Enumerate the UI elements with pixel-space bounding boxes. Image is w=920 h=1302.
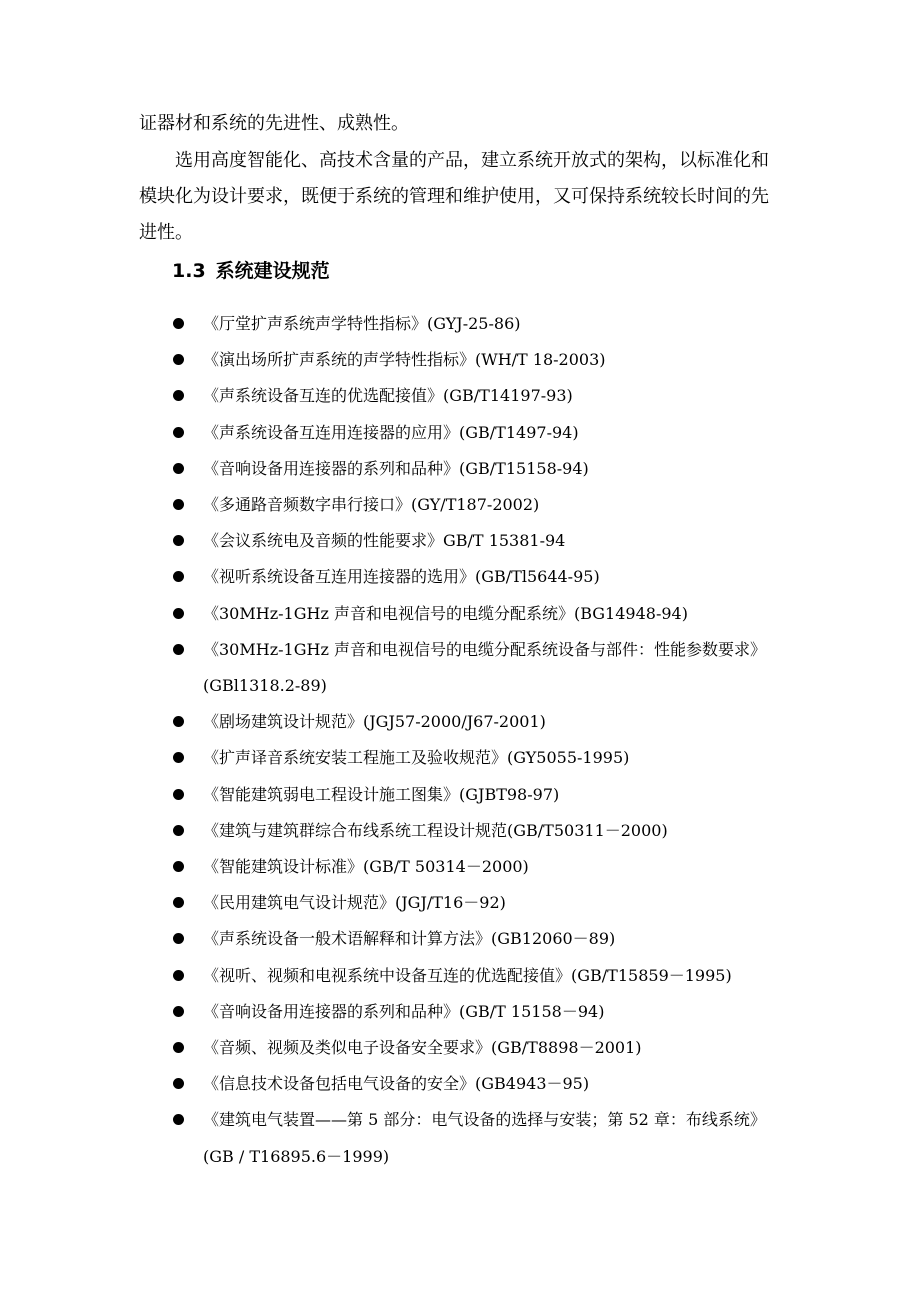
list-item — [0, 921, 783, 957]
list-item — [0, 487, 783, 523]
reference-text: 《演出场所扩声系统的声学特性指标》(WH/T 18-2003) — [203, 350, 606, 370]
bullet-icon — [173, 571, 184, 582]
list-item — [0, 1030, 783, 1066]
bullet-icon — [173, 354, 184, 365]
reference-text: 《音频、视频及类似电子设备安全要求》(GB/T8898－2001) — [203, 1038, 642, 1058]
reference-text: 《建筑电气装置——第 5 部分：电气设备的选择与安装；第 52 章：布线系统》(GB / T16895.6－1999) — [203, 1110, 766, 1166]
reference-text: 《音响设备用连接器的系列和品种》(GB/T15158-94) — [203, 458, 589, 478]
list-item — [0, 378, 783, 414]
list-item — [0, 849, 783, 885]
reference-text: 《视听、视频和电视系统中设备互连的优选配接值》(GB/T15859－1995) — [203, 965, 732, 985]
reference-text: 《视听系统设备互连用连接器的选用》(GB/Tl5644-95) — [203, 567, 600, 587]
paragraph-design-principle: 选用高度智能化、高技术含量的产品，建立系统开放式的架构，以标准化和模块化为设计要求，既便于系统的管理和维护使用，又可保持系统较长时间的先进性。 — [139, 150, 769, 243]
list-item — [0, 596, 783, 632]
bullet-icon — [173, 716, 184, 727]
bullet-icon — [173, 463, 184, 474]
reference-text: 《30MHz-1GHz 声音和电视信号的电缆分配系统》(BG14948-94) — [203, 603, 688, 623]
bullet-icon — [173, 1114, 184, 1125]
list-item — [0, 1066, 783, 1102]
reference-text: 《信息技术设备包括电气设备的安全》(GB4943－95) — [203, 1074, 590, 1094]
list-item — [0, 632, 783, 704]
bullet-icon — [173, 897, 184, 908]
list-item — [0, 415, 783, 451]
bullet-icon — [173, 789, 184, 800]
list-item — [0, 813, 783, 849]
list-item — [0, 1102, 783, 1174]
reference-text: 《声系统设备互连的优选配接值》(GB/T14197-93) — [203, 386, 573, 406]
bullet-icon — [173, 861, 184, 872]
reference-text: 《扩声译音系统安装工程施工及验收规范》(GY5055-1995) — [203, 748, 630, 768]
reference-text: 《智能建筑弱电工程设计施工图集》(GJBT98-97) — [203, 784, 560, 804]
list-item — [0, 958, 783, 994]
reference-list — [0, 306, 920, 1175]
list-item — [0, 740, 783, 776]
reference-text: 《民用建筑电气设计规范》(JGJ/T16－92) — [203, 893, 506, 913]
reference-text: 《厅堂扩声系统声学特性指标》(GYJ-25-86) — [203, 314, 521, 333]
list-item — [0, 704, 783, 740]
reference-text: 《声系统设备一般术语解释和计算方法》(GB12060－89) — [203, 929, 616, 949]
reference-text: 《声系统设备互连用连接器的应用》(GB/T1497-94) — [203, 422, 579, 442]
reference-text: 《智能建筑设计标准》(GB/T 50314－2000) — [203, 857, 529, 877]
bullet-icon — [173, 608, 184, 619]
list-item — [0, 777, 783, 813]
reference-text: 《30MHz-1GHz 声音和电视信号的电缆分配系统设备与部件：性能参数要求》(GBl1318.2-89) — [203, 639, 766, 696]
bullet-icon — [173, 644, 184, 655]
reference-text: 《多通路音频数字串行接口》(GY/T187-2002) — [203, 495, 540, 515]
bullet-icon — [173, 427, 184, 438]
list-item — [0, 451, 783, 487]
list-item — [0, 559, 783, 595]
reference-text: 《音响设备用连接器的系列和品种》(GB/T 15158－94) — [203, 1001, 605, 1021]
bullet-icon — [173, 825, 184, 836]
bullet-icon — [173, 390, 184, 401]
list-item — [0, 885, 783, 921]
bullet-icon — [173, 318, 184, 329]
bullet-icon — [173, 1078, 184, 1089]
section-title: 系统建设规范 — [215, 260, 330, 282]
section-heading — [172, 253, 330, 289]
bullet-icon — [173, 752, 184, 763]
reference-text: 《建筑与建筑群综合布线系统工程设计规范(GB/T50311－2000) — [203, 820, 668, 840]
bullet-icon — [173, 933, 184, 944]
section-number: 1.3 — [172, 260, 206, 282]
paragraph-continuation: 证器材和系统的先进性、成熟性。 — [139, 113, 409, 134]
bullet-icon — [173, 970, 184, 981]
bullet-icon — [173, 1006, 184, 1017]
list-item — [0, 523, 783, 559]
bullet-icon — [173, 1042, 184, 1053]
list-item — [0, 342, 783, 378]
bullet-icon — [173, 499, 184, 510]
list-item — [0, 994, 783, 1030]
reference-text: 《会议系统电及音频的性能要求》GB/T 15381-94 — [203, 531, 566, 551]
bullet-icon — [173, 535, 184, 546]
reference-text: 《剧场建筑设计规范》(JGJ57-2000/J67-2001) — [203, 712, 546, 732]
list-item — [0, 306, 783, 342]
